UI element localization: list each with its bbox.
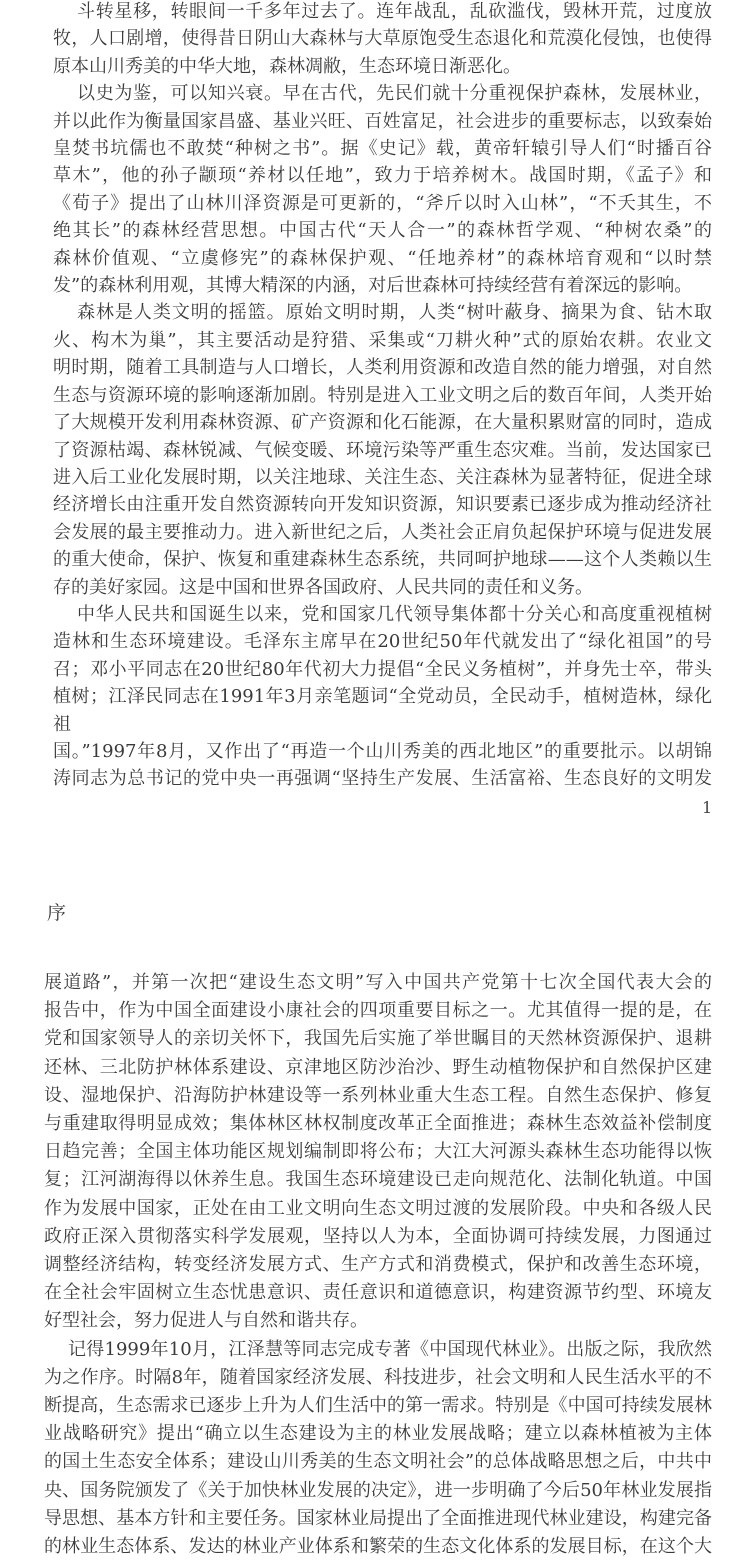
text-line: 的重大使命，保护、恢复和重建森林生态系统，共同呵护地球——这个人类赖以生	[53, 549, 712, 571]
text-line: 皇焚书坑儒也不敢焚“种树之书”。据《史记》载，黄帝轩辕引导人们“时播百谷	[53, 138, 712, 160]
text-line: 的林业生态体系、发达的林业产业体系和繁荣的生态文化体系的发展目标，在这个大	[44, 1536, 712, 1558]
paragraph	[53, 299, 712, 600]
text-line: 发”的森林利用观，其博大精深的内涵，对后世森林可持续经营有着深远的影响。	[53, 275, 693, 297]
text-line: 了大规模开发利用森林资源、矿产资源和化石能源，在大量积累财富的同时，造成	[53, 412, 712, 434]
text-line: 展道路”，并第一次把“建设生态文明”写入中国共产党第十七次全国代表大会的	[44, 972, 712, 993]
text-line: 植树；江泽民同志在1991年3月亲笔题词“全党动员，全民动手，植树造林，绿化祖	[53, 686, 712, 735]
paragraph	[44, 1336, 712, 1561]
text-line: 火、构木为巢”，其主要活动是狩猎、采集或“刀耕火种”式的原始农耕。农业文	[53, 329, 712, 351]
text-line: 的国土生态安全体系；建设山川秀美的生态文明社会”的总体战略思想之后，中共中	[44, 1451, 712, 1473]
text-line: 斗转星移，转眼间一千多年过去了。连年战乱，乱砍滥伐，毁林开荒，过度放	[77, 1, 712, 22]
page-1-body	[53, 0, 712, 793]
paragraph	[44, 969, 712, 1336]
text-line: 涛同志为总书记的党中央一再强调“坚持生产发展、生活富裕、生态良好的文明发	[53, 768, 712, 790]
text-line: 以史为鉴，可以知兴衰。早在古代，先民们就十分重视保护森林，发展林业，	[77, 83, 712, 105]
text-line: 森林是人类文明的摇篮。原始文明时期，人类“树叶蔽身、摘果为食、钻木取	[77, 302, 712, 324]
text-line: 好型社会，努力促进人与自然和谐共存。	[44, 1310, 368, 1332]
text-line: 《荀子》提出了山林川泽资源是可更新的，“斧斤以时入山林”，“不夭其生，不	[53, 192, 712, 214]
text-line: 进入后工业化发展时期，以关注地球、关注生态、关注森林为显著特征，促进全球	[53, 466, 712, 488]
text-line: 调整经济结构，转变经济发展方式、生产方式和消费模式，保护和改善生态环境，	[44, 1254, 712, 1276]
page-number: 1	[702, 798, 713, 817]
text-line: 与重建取得明显成效；集体林区林权制度改革正全面推进；森林生态效益补偿制度	[44, 1113, 712, 1135]
section-header: 序	[47, 902, 67, 924]
text-line: 了资源枯竭、森林锐减、气候变暖、环境污染等严重生态灾难。当前，发达国家已	[53, 439, 712, 461]
text-line: 绝其长”的森林经营思想。中国古代“天人合一”的森林哲学观、“种树农桑”的	[53, 220, 712, 242]
text-line: 召；邓小平同志在20世纪80年代初大力提倡“全民义务植树”，并身先士卒，带头	[53, 658, 712, 680]
text-line: 森林价值观、“立虞修宪”的森林保护观、“任地养材”的森林培育观和“以时禁	[53, 247, 712, 269]
text-line: 并以此作为衡量国家昌盛、基业兴旺、百姓富足，社会进步的重要标志，以致秦始	[53, 110, 712, 132]
text-line: 导思想、基本方针和主要任务。国家林业局提出了全面推进现代林业建设，构建完备	[44, 1507, 712, 1529]
text-line: 在全社会牢固树立生态忧患意识、责任意识和道德意识，构建资源节约型、环境友	[44, 1282, 712, 1304]
text-line: 牧，人口剧增，使得昔日阴山大森林与大草原饱受生态退化和荒漠化侵蚀，也使得	[53, 28, 712, 50]
text-line: 央、国务院颁发了《关于加快林业发展的决定》，进一步明确了今后50年林业发展指	[44, 1479, 712, 1501]
text-line: 存的美好家园。这是中国和世界各国政府、人民共同的责任和义务。	[53, 576, 593, 598]
text-line: 明时期，随着工具制造与人口增长，人类利用资源和改造自然的能力增强，对自然	[53, 357, 712, 379]
text-line: 还林、三北防护林体系建设、京津地区防沙治沙、野生动植物保护和自然保护区建	[44, 1056, 712, 1078]
text-line: 报告中，作为中国全面建设小康社会的四项重要目标之一。尤其值得一提的是，在	[44, 1000, 712, 1022]
text-line: 造林和生态环境建设。毛泽东主席早在20世纪50年代就发出了“绿化祖国”的号	[53, 631, 712, 653]
paragraph	[53, 80, 712, 299]
text-line: 日趋完善；全国主体功能区规划编制即将公布；大江大河源头森林生态功能得以恢	[44, 1141, 712, 1163]
page-2-body	[44, 969, 712, 1561]
text-line: 会发展的最主要推动力。进入新世纪之后，人类社会正肩负起保护环境与促进发展	[53, 521, 712, 543]
text-line: 作为发展中国家，正处在由工业文明向生态文明过渡的发展阶段。中央和各级人民	[44, 1197, 712, 1219]
text-line: 中华人民共和国诞生以来，党和国家几代领导集体都十分关心和高度重视植树	[77, 603, 712, 625]
text-line: 草木”，他的孙子颛顼“养材以任地”，致力于培养树木。战国时期，《孟子》和	[53, 165, 712, 187]
text-line: 生态与资源环境的影响逐渐加剧。特别是进入工业文明之后的数百年间，人类开始	[53, 384, 712, 406]
text-line: 经济增长由注重开发自然资源转向开发知识资源，知识要素已逐步成为推动经济社	[53, 494, 712, 516]
text-line: 设、湿地保护、沿海防护林建设等一系列林业重大生态工程。自然生态保护、修复	[44, 1084, 712, 1106]
text-line: 党和国家领导人的亲切关怀下，我国先后实施了举世瞩目的天然林资源保护、退耕	[44, 1028, 712, 1050]
paragraph	[53, 0, 712, 80]
text-line: 政府正深入贯彻落实科学发展观，坚持以人为本，全面协调可持续发展，力图通过	[44, 1225, 712, 1247]
text-line: 记得1999年10月，江泽慧等同志完成专著《中国现代林业》。出版之际，我欣然	[68, 1338, 712, 1360]
text-line: 断提高，生态需求已逐步上升为人们生活中的第一需求。特别是《中国可持续发展林	[44, 1395, 712, 1417]
text-line: 业战略研究》提出“确立以生态建设为主的林业发展战略；建立以森林植被为主体	[44, 1423, 712, 1445]
paragraph	[53, 601, 712, 793]
text-line: 原本山川秀美的中华大地，森林凋敝，生态环境日渐恶化。	[53, 55, 521, 77]
text-line: 为之作序。时隔8年，随着国家经济发展、科技进步，社会文明和人民生活水平的不	[44, 1366, 712, 1388]
text-line: 复；江河湖海得以休养生息。我国生态环境建设已走向规范化、法制化轨道。中国	[44, 1169, 712, 1191]
text-line: 国。”1997年8月，又作出了“再造一个山川秀美的西北地区”的重要批示。以胡锦	[53, 740, 712, 762]
